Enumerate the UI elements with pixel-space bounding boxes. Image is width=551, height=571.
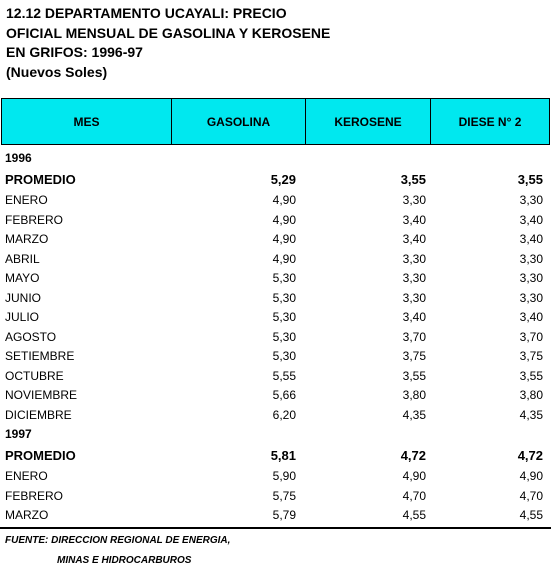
kerosene-cell: 4,72 [400,448,426,463]
table-row [0,386,551,406]
diesel-cell: 4,72 [517,448,543,463]
month-cell: PROMEDIO [5,448,76,463]
month-cell: FEBRERO [5,488,64,503]
month-cell: AGOSTO [5,329,57,344]
title-line-1: 12.12 DEPARTAMENTO UCAYALI: PRECIO [6,5,287,21]
table-row [0,467,551,487]
month-cell: NOVIEMBRE [5,388,78,402]
table-row [0,347,551,367]
month-cell: DICIEMBRE [5,407,72,422]
table-row [0,506,551,526]
gasolina-cell: 5,81 [270,448,296,463]
kerosene-cell: 3,55 [402,368,426,383]
diesel-cell: 3,30 [519,271,543,285]
month-cell: MARZO [5,232,49,246]
average-row [0,168,551,191]
kerosene-cell: 3,70 [402,329,426,344]
average-row [0,444,551,467]
gasolina-cell: 4,90 [272,212,296,227]
month-cell: JUNIO [5,290,41,305]
table-title [6,4,330,82]
gasolina-cell: 5,90 [272,469,296,483]
diesel-cell: 3,30 [519,251,543,266]
kerosene-cell: 3,40 [402,212,426,227]
table-row [0,250,551,270]
diesel-cell: 3,55 [517,172,543,187]
table-row [0,269,551,289]
diesel-cell: 4,70 [519,488,543,503]
diesel-cell: 3,30 [519,290,543,305]
table-row [0,328,551,348]
diesel-cell: 3,40 [519,232,543,246]
gasolina-cell: 4,90 [272,232,296,246]
kerosene-cell: 3,80 [402,388,426,402]
table-body [0,149,551,526]
gasolina-cell: 5,30 [272,290,296,305]
month-cell: MARZO [5,508,49,522]
kerosene-cell: 4,70 [402,488,426,503]
month-cell: FEBRERO [5,212,64,227]
gasolina-cell: 5,30 [272,271,296,285]
gasolina-cell: 5,30 [272,329,296,344]
header-diesel: DIESE N° 2 [458,114,522,129]
title-line-4: (Nuevos Soles) [6,63,108,80]
table-row [0,211,551,231]
month-cell: ABRIL [5,251,40,266]
diesel-cell: 4,55 [519,508,543,522]
footer-divider [0,527,551,529]
table-row [0,487,551,507]
source-note-line-1: FUENTE: DIRECCION REGIONAL DE ENERGIA, [5,535,231,546]
title-line-2: OFICIAL MENSUAL DE GASOLINA Y KEROSENE [6,24,331,41]
table-header [1,98,550,145]
kerosene-cell: 3,40 [402,310,426,324]
kerosene-cell: 3,40 [402,232,426,246]
gasolina-cell: 5,79 [272,508,296,522]
diesel-cell: 4,90 [519,469,543,483]
gasolina-cell: 5,75 [272,488,296,503]
month-cell: JULIO [5,310,40,324]
diesel-cell: 3,40 [519,212,543,227]
diesel-cell: 3,40 [519,310,543,324]
kerosene-cell: 4,90 [402,469,426,483]
gasolina-cell: 4,90 [272,251,296,266]
table-row [0,289,551,309]
kerosene-cell: 3,30 [402,290,426,305]
kerosene-cell: 3,30 [402,193,426,207]
gasolina-cell: 5,55 [272,368,296,383]
diesel-cell: 4,35 [519,407,543,422]
header-kerosene: KEROSENE [306,99,431,144]
kerosene-cell: 3,30 [402,271,426,285]
table-row [0,406,551,426]
gasolina-cell: 6,20 [272,407,296,422]
kerosene-cell: 4,35 [402,407,426,422]
diesel-cell: 3,55 [519,368,543,383]
year-row [0,149,551,168]
month-cell: SETIEMBRE [5,349,75,363]
month-cell: PROMEDIO [5,172,76,187]
kerosene-cell: 3,55 [400,172,426,187]
month-cell: 1996 [5,151,32,165]
gasolina-cell: 4,90 [272,193,296,207]
kerosene-cell: 4,55 [402,508,426,522]
table-row [0,367,551,387]
gasolina-cell: 5,66 [272,388,296,402]
diesel-cell: 3,80 [519,388,543,402]
table-row [0,308,551,328]
month-cell: MAYO [5,271,40,285]
diesel-cell: 3,30 [519,193,543,207]
year-row [0,425,551,444]
month-cell: ENERO [5,469,48,483]
header-mes: MES [2,99,172,144]
kerosene-cell: 3,75 [402,349,426,363]
month-cell: ENERO [5,193,48,207]
month-cell: OCTUBRE [5,368,64,383]
table-row [0,230,551,250]
kerosene-cell: 3,30 [402,251,426,266]
title-line-3: EN GRIFOS: 1996-97 [6,44,143,60]
header-gasolina: GASOLINA [172,99,306,144]
diesel-cell: 3,75 [519,349,543,363]
gasolina-cell: 5,29 [270,172,296,187]
table-row [0,191,551,211]
diesel-cell: 3,70 [519,329,543,344]
gasolina-cell: 5,30 [272,310,296,324]
gasolina-cell: 5,30 [272,349,296,363]
month-cell: 1997 [5,427,32,441]
source-note-line-2: MINAS E HIDROCARBUROS [57,555,192,566]
